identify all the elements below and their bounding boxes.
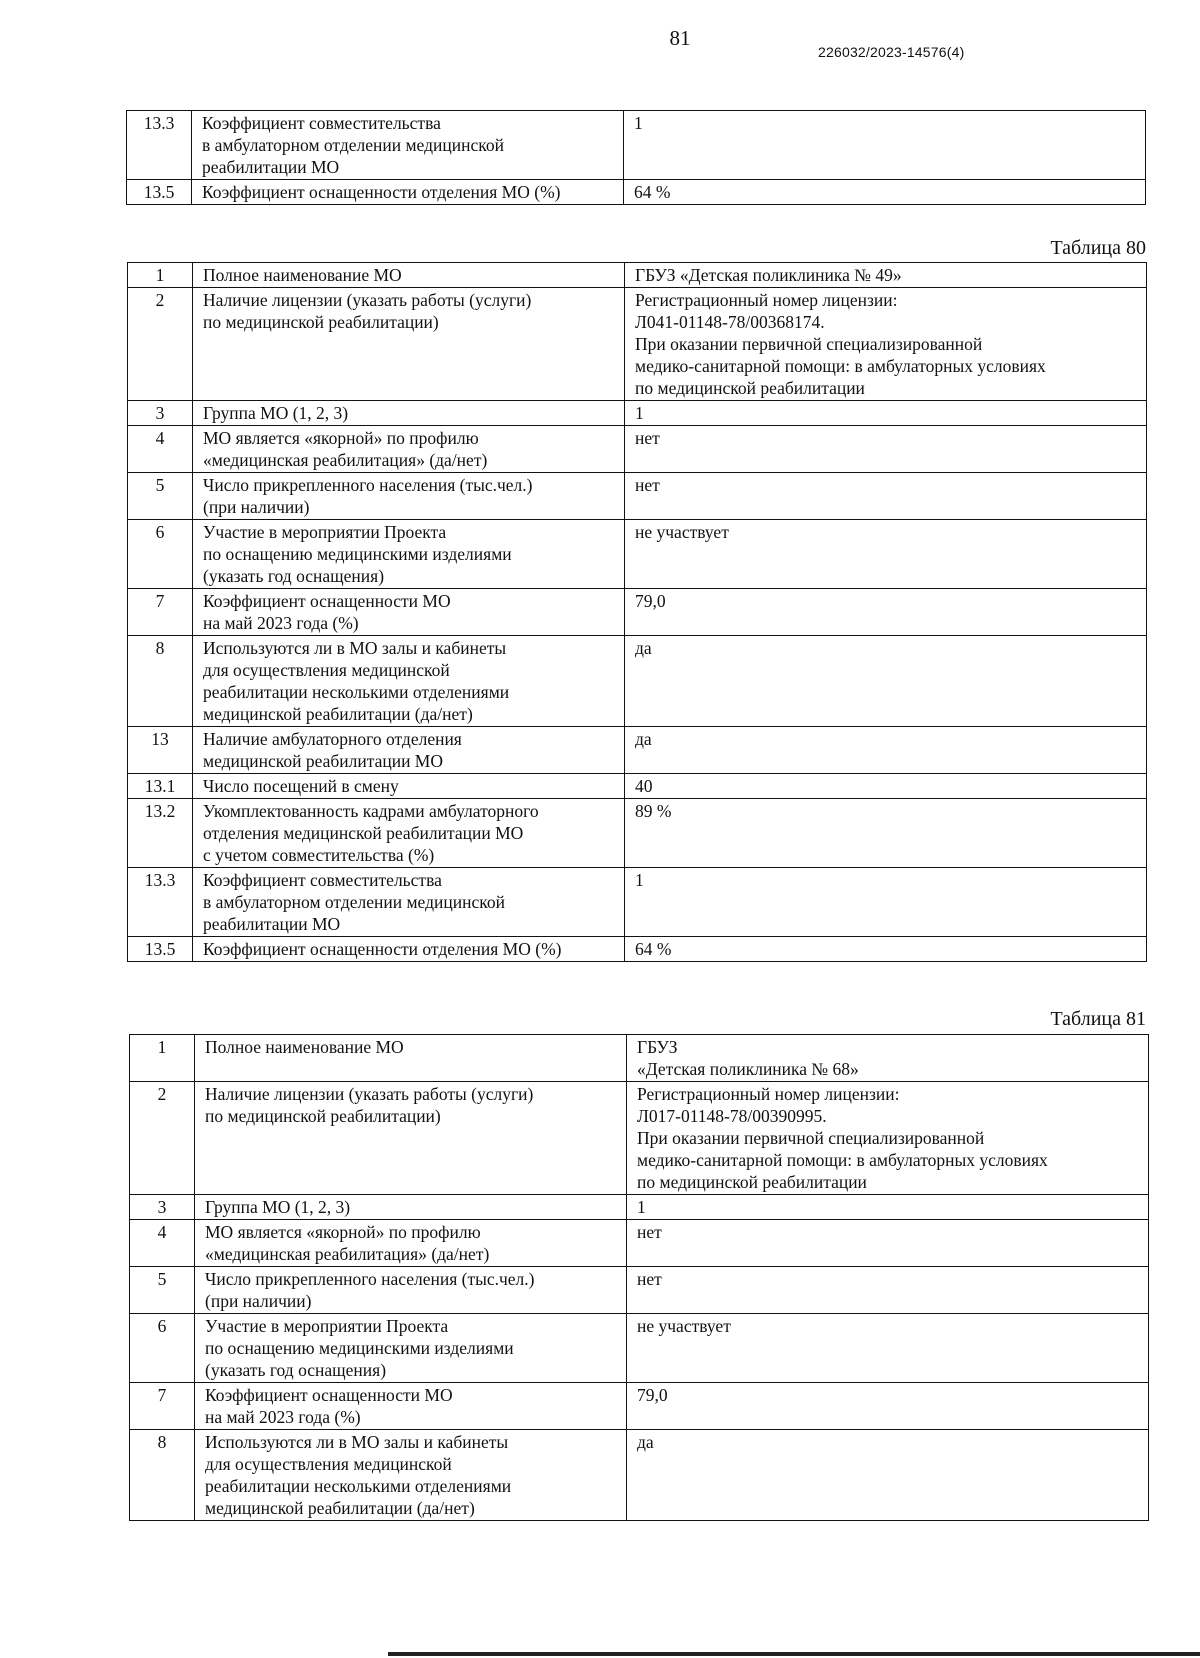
table-row — [128, 636, 1147, 727]
table-row — [130, 1195, 1149, 1220]
row-label: Коэффициент оснащенности МО на май 2023 года (%) — [193, 589, 625, 636]
row-number: 13.2 — [128, 799, 193, 868]
table-row — [128, 520, 1147, 589]
row-label: Число прикрепленного населения (тыс.чел.) (при наличии) — [195, 1267, 627, 1314]
table-row — [128, 288, 1147, 401]
document-id: 226032/2023-14576(4) — [818, 44, 965, 60]
row-label: Число посещений в смену — [193, 774, 625, 799]
row-value: 1 — [625, 401, 1147, 426]
table-row — [127, 180, 1146, 205]
row-number: 7 — [130, 1383, 195, 1430]
row-value: не участвует — [625, 520, 1147, 589]
table-row — [130, 1035, 1149, 1082]
row-label: Наличие лицензии (указать работы (услуги) по медицинской реабилитации) — [193, 288, 625, 401]
row-label: Коэффициент оснащенности МО на май 2023 года (%) — [195, 1383, 627, 1430]
row-value: нет — [627, 1267, 1149, 1314]
row-value: нет — [625, 426, 1147, 473]
table-80-caption: Таблица 80 — [1050, 237, 1146, 259]
row-number: 8 — [128, 636, 193, 727]
table-81-caption: Таблица 81 — [1050, 1008, 1146, 1030]
row-label: Коэффициент оснащенности отделения МО (%) — [192, 180, 624, 205]
row-label: МО является «якорной» по профилю «медицинская реабилитация» (да/нет) — [193, 426, 625, 473]
table-row — [130, 1220, 1149, 1267]
row-value: 1 — [625, 868, 1147, 937]
table-row — [128, 589, 1147, 636]
row-number: 13 — [128, 727, 193, 774]
page-number: 81 — [669, 26, 691, 50]
row-number: 3 — [130, 1195, 195, 1220]
row-number: 7 — [128, 589, 193, 636]
row-value: 40 — [625, 774, 1147, 799]
row-value: не участвует — [627, 1314, 1149, 1383]
row-label: Используются ли в МО залы и кабинеты для осуществления медицинской реабилитации несколькими отделениями медицинской реабилитации (да/нет) — [193, 636, 625, 727]
row-value: ГБУЗ «Детская поликлиника № 68» — [627, 1035, 1149, 1082]
table-row — [128, 774, 1147, 799]
row-label: Участие в мероприятии Проекта по оснащению медицинскими изделиями (указать год оснащения) — [193, 520, 625, 589]
table-continuation — [126, 110, 1146, 205]
row-label: МО является «якорной» по профилю «медицинская реабилитация» (да/нет) — [195, 1220, 627, 1267]
row-value: да — [625, 636, 1147, 727]
row-label: Полное наименование МО — [195, 1035, 627, 1082]
table-row — [128, 473, 1147, 520]
row-label: Участие в мероприятии Проекта по оснащению медицинскими изделиями (указать год оснащения) — [195, 1314, 627, 1383]
table-row — [130, 1314, 1149, 1383]
row-label: Наличие лицензии (указать работы (услуги) по медицинской реабилитации) — [195, 1082, 627, 1195]
row-label: Используются ли в МО залы и кабинеты для осуществления медицинской реабилитации несколькими отделениями медицинской реабилитации (да/нет) — [195, 1430, 627, 1521]
row-number: 1 — [130, 1035, 195, 1082]
row-number: 1 — [128, 263, 193, 288]
row-value: 1 — [624, 111, 1146, 180]
row-label: Наличие амбулаторного отделения медицинской реабилитации МО — [193, 727, 625, 774]
row-value: 1 — [627, 1195, 1149, 1220]
table-row — [128, 799, 1147, 868]
row-value: 79,0 — [627, 1383, 1149, 1430]
row-number: 13.3 — [127, 111, 192, 180]
table-row — [130, 1430, 1149, 1521]
row-label: Коэффициент совместительства в амбулаторном отделении медицинской реабилитации МО — [193, 868, 625, 937]
row-number: 6 — [128, 520, 193, 589]
row-label: Полное наименование МО — [193, 263, 625, 288]
row-value: нет — [627, 1220, 1149, 1267]
row-number: 13.3 — [128, 868, 193, 937]
row-number: 4 — [130, 1220, 195, 1267]
row-value: 64 % — [625, 937, 1147, 962]
row-label: Число прикрепленного населения (тыс.чел.) (при наличии) — [193, 473, 625, 520]
row-number: 5 — [128, 473, 193, 520]
row-label: Группа МО (1, 2, 3) — [195, 1195, 627, 1220]
row-label: Коэффициент оснащенности отделения МО (%) — [193, 937, 625, 962]
table-row — [130, 1082, 1149, 1195]
row-value: да — [625, 727, 1147, 774]
row-number: 13.1 — [128, 774, 193, 799]
row-label: Группа МО (1, 2, 3) — [193, 401, 625, 426]
row-value: 79,0 — [625, 589, 1147, 636]
row-label: Коэффициент совместительства в амбулаторном отделении медицинской реабилитации МО — [192, 111, 624, 180]
table-row — [127, 111, 1146, 180]
table-81 — [129, 1034, 1149, 1521]
row-number: 6 — [130, 1314, 195, 1383]
row-value: да — [627, 1430, 1149, 1521]
table-row — [128, 937, 1147, 962]
row-value: 89 % — [625, 799, 1147, 868]
row-label: Укомплектованность кадрами амбулаторного отделения медицинской реабилитации МО с учетом совместительства (%) — [193, 799, 625, 868]
table-row — [130, 1383, 1149, 1430]
row-number: 13.5 — [127, 180, 192, 205]
table-row — [128, 263, 1147, 288]
row-number: 2 — [128, 288, 193, 401]
table-80 — [127, 262, 1147, 962]
row-number: 8 — [130, 1430, 195, 1521]
row-value: Регистрационный номер лицензии: Л041-01148-78/00368174. При оказании первичной специализированной медико-санитарной помощи: в амбулаторных условиях по медицинской реабилитации — [625, 288, 1147, 401]
row-value: нет — [625, 473, 1147, 520]
table-row — [128, 727, 1147, 774]
row-number: 4 — [128, 426, 193, 473]
table-row — [130, 1267, 1149, 1314]
table-row — [128, 868, 1147, 937]
table-row — [128, 401, 1147, 426]
row-number: 5 — [130, 1267, 195, 1314]
row-value: ГБУЗ «Детская поликлиника № 49» — [625, 263, 1147, 288]
page-bottom-rule — [388, 1652, 1200, 1656]
table-row — [128, 426, 1147, 473]
row-value: Регистрационный номер лицензии: Л017-01148-78/00390995. При оказании первичной специализированной медико-санитарной помощи: в амбулаторных условиях по медицинской реабилитации — [627, 1082, 1149, 1195]
row-number: 3 — [128, 401, 193, 426]
row-number: 2 — [130, 1082, 195, 1195]
row-number: 13.5 — [128, 937, 193, 962]
row-value: 64 % — [624, 180, 1146, 205]
